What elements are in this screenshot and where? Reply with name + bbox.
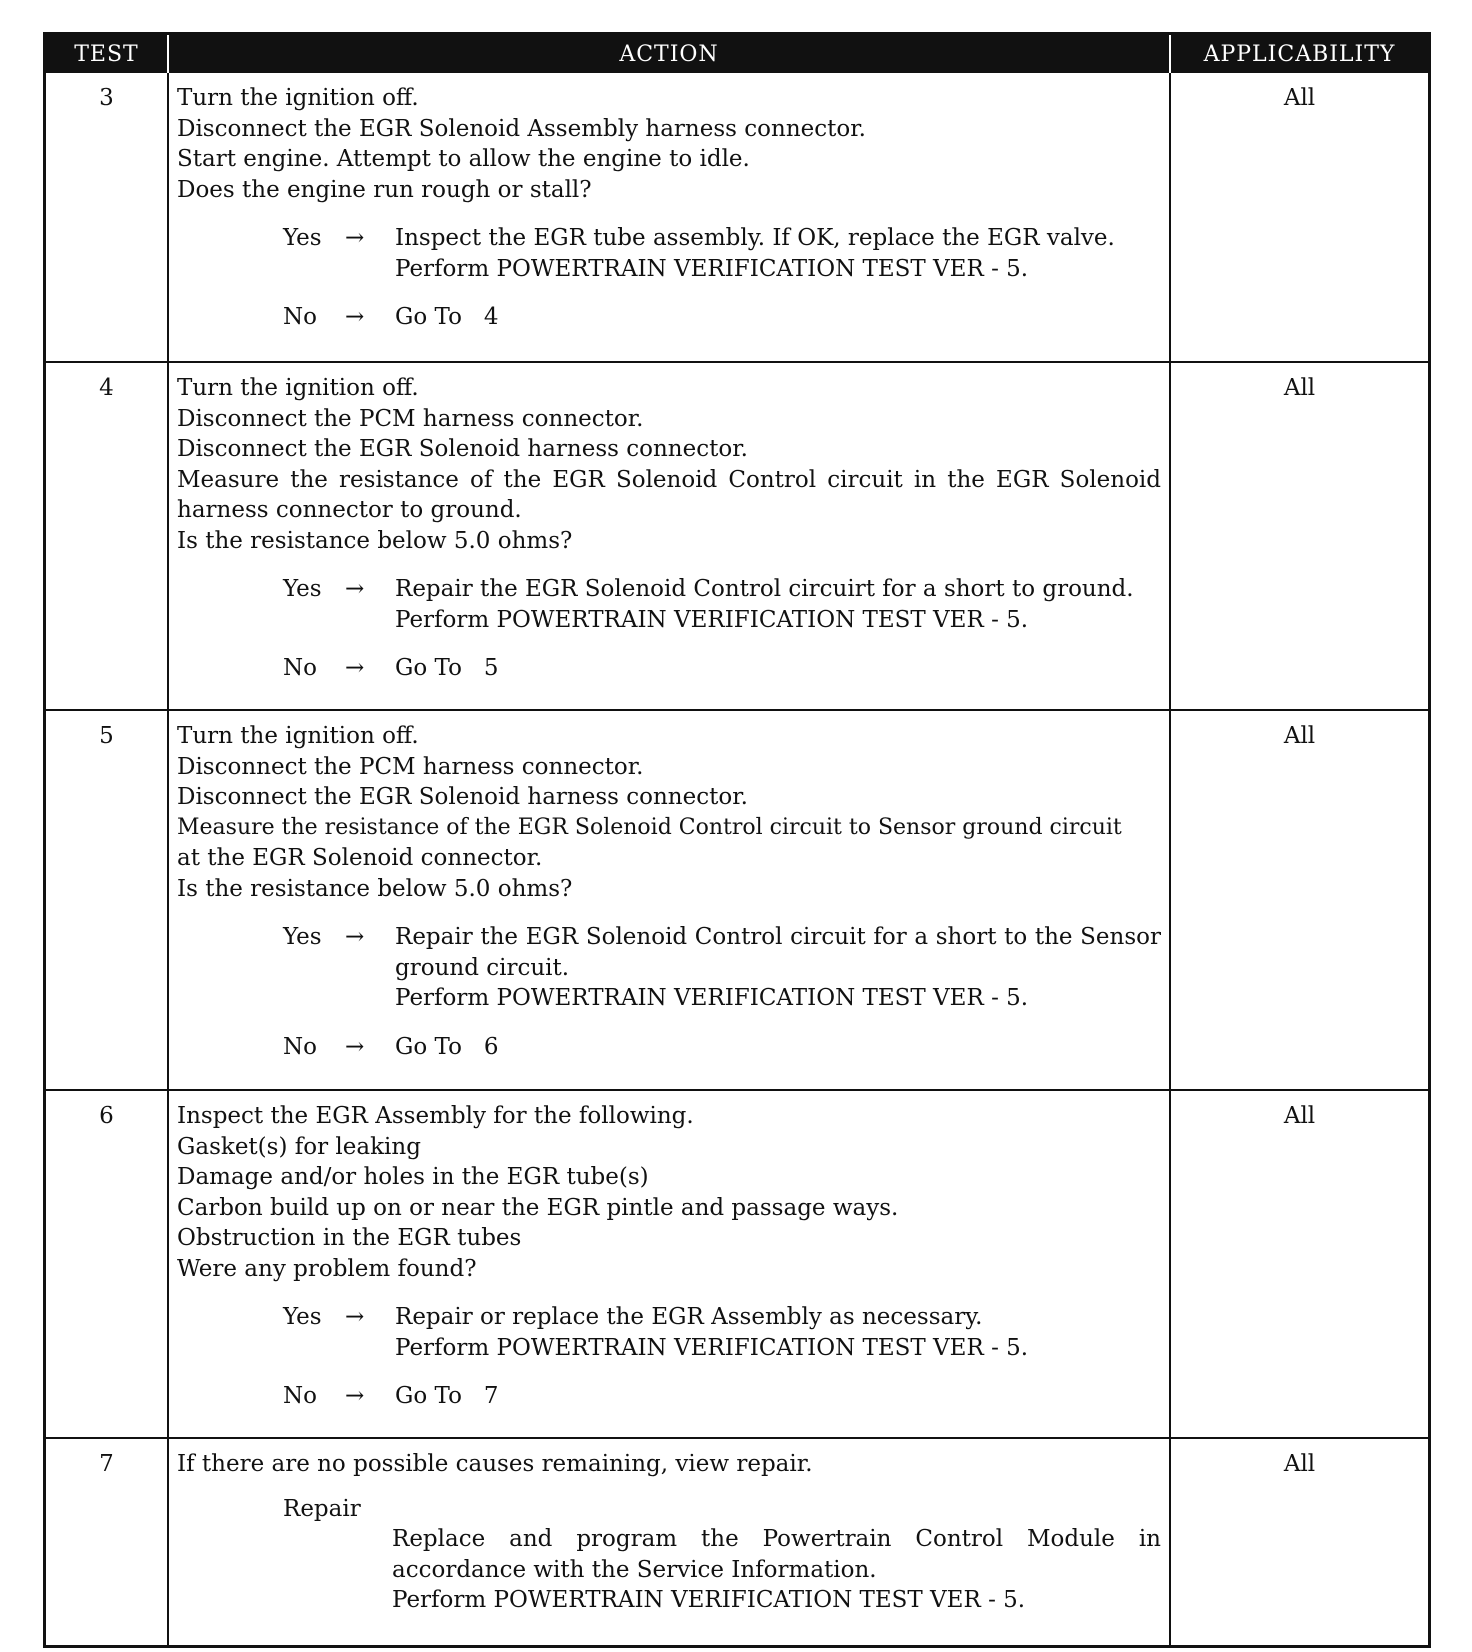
test-number: 6 (46, 1090, 168, 1438)
step-text: Obstruction in the EGR tubes (177, 1225, 522, 1251)
no-label: No (283, 1383, 317, 1409)
step-text: Measure the resistance of the EGR Solenoid Control circuit to Sensor ground circuit (177, 814, 1122, 840)
step-text: Were any problem found? (177, 1255, 477, 1282)
header-applicability: APPLICABILITY (1170, 35, 1428, 73)
action-cell (168, 1438, 1170, 1645)
no-result (177, 653, 1161, 684)
yes-label: Yes (283, 576, 322, 602)
arrow-right-icon: → (345, 304, 365, 330)
header-test: TEST (46, 35, 168, 73)
repair-label: Repair (283, 1495, 361, 1522)
goto-text: Go To 6 (395, 1033, 499, 1060)
step-text: Turn the ignition off. (177, 723, 419, 749)
arrow-right-icon: → (345, 576, 365, 602)
yes-label: Yes (283, 1304, 322, 1330)
test-number: 7 (46, 1438, 168, 1645)
yes-action-text: Repair or replace the EGR Assembly as necessary. (395, 1304, 983, 1330)
step-text: Measure the resistance of the EGR Solenoid Control circuit in the EGR Solenoid harness connector to ground. (177, 466, 1161, 523)
diagnostic-test-table-frame (43, 32, 1431, 1648)
goto-text: Go To 5 (395, 655, 499, 681)
step-text: Damage and/or holes in the EGR tube(s) (177, 1164, 649, 1190)
no-result (177, 302, 1161, 333)
yes-result (177, 922, 1161, 1014)
table-row (46, 1438, 1428, 1645)
repair-action-text: Replace and program the Powertrain Control Module in accordance with the Service Information. (392, 1526, 1161, 1583)
no-result (177, 1381, 1161, 1412)
step-text: If there are no possible causes remaining, view repair. (177, 1451, 813, 1477)
diagnostic-test-table (46, 35, 1428, 1645)
test-number: 4 (46, 362, 168, 710)
test-number: 5 (46, 710, 168, 1090)
test-number: 3 (99, 85, 114, 111)
table-row (46, 362, 1428, 710)
action-cell (168, 73, 1170, 362)
arrow-right-icon: → (345, 225, 365, 251)
step-text: Gasket(s) for leaking (177, 1133, 421, 1160)
goto-text: Go To 7 (395, 1383, 499, 1409)
arrow-right-icon: → (345, 924, 365, 950)
applicability-value: All (1170, 362, 1428, 710)
goto-text: Go To 4 (395, 304, 499, 330)
step-text: Does the engine run rough or stall? (177, 176, 592, 203)
yes-action-text: Repair the EGR Solenoid Control circuit for a short to the Sensor ground circuit. (395, 924, 1161, 981)
step-text: Inspect the EGR Assembly for the following. (177, 1103, 694, 1129)
yes-label: Yes (283, 924, 322, 950)
step-text: Start engine. Attempt to allow the engine to idle. (177, 146, 750, 172)
step-text: Disconnect the EGR Solenoid harness connector. (177, 436, 748, 462)
no-result (177, 1032, 1161, 1063)
arrow-right-icon: → (345, 1304, 365, 1330)
header-action: ACTION (168, 35, 1170, 73)
arrow-right-icon: → (345, 655, 365, 681)
verification-text: Perform POWERTRAIN VERIFICATION TEST VER - 5. (395, 255, 1029, 282)
step-text: Is the resistance below 5.0 ohms? (177, 875, 573, 902)
no-label: No (283, 655, 317, 681)
yes-result (177, 1302, 1161, 1363)
arrow-right-icon: → (345, 1033, 365, 1060)
applicability-value: All (1170, 1438, 1428, 1645)
step-text: Is the resistance below 5.0 ohms? (177, 527, 573, 554)
no-label: No (283, 1033, 317, 1060)
step-text: Disconnect the PCM harness connector. (177, 753, 644, 780)
verification-text: Perform POWERTRAIN VERIFICATION TEST VER - 5. (395, 606, 1029, 633)
step-text: Carbon build up on or near the EGR pintle and passage ways. (177, 1194, 899, 1221)
step-text: Disconnect the EGR Solenoid harness connector. (177, 784, 748, 810)
yes-result (177, 574, 1161, 635)
verification-text: Perform POWERTRAIN VERIFICATION TEST VER - 5. (392, 1587, 1026, 1613)
step-text: at the EGR Solenoid connector. (177, 845, 543, 871)
yes-action-text: Inspect the EGR tube assembly. If OK, replace the EGR valve. (395, 225, 1115, 251)
applicability-value: All (1170, 1090, 1428, 1438)
step-text: Turn the ignition off. (177, 375, 419, 401)
table-row (46, 73, 1428, 362)
applicability-value: All (1170, 710, 1428, 1090)
yes-label: Yes (283, 225, 322, 251)
repair-result (177, 1494, 1161, 1616)
step-text: Disconnect the PCM harness connector. (177, 405, 644, 432)
verification-text: Perform POWERTRAIN VERIFICATION TEST VER - 5. (395, 1334, 1029, 1361)
action-cell (168, 710, 1170, 1090)
verification-text: Perform POWERTRAIN VERIFICATION TEST VER - 5. (395, 985, 1029, 1011)
action-cell (168, 1090, 1170, 1438)
yes-result (177, 223, 1161, 284)
yes-action-text: Repair the EGR Solenoid Control circuirt for a short to ground. (395, 576, 1134, 602)
arrow-right-icon: → (345, 1383, 365, 1409)
table-row (46, 710, 1428, 1090)
step-text: Turn the ignition off. (177, 85, 419, 111)
table-row (46, 1090, 1428, 1438)
action-cell (168, 362, 1170, 710)
applicability-value: All (1170, 73, 1428, 362)
no-label: No (283, 304, 317, 330)
step-text: Disconnect the EGR Solenoid Assembly harness connector. (177, 115, 866, 142)
table-header-row (46, 35, 1428, 73)
